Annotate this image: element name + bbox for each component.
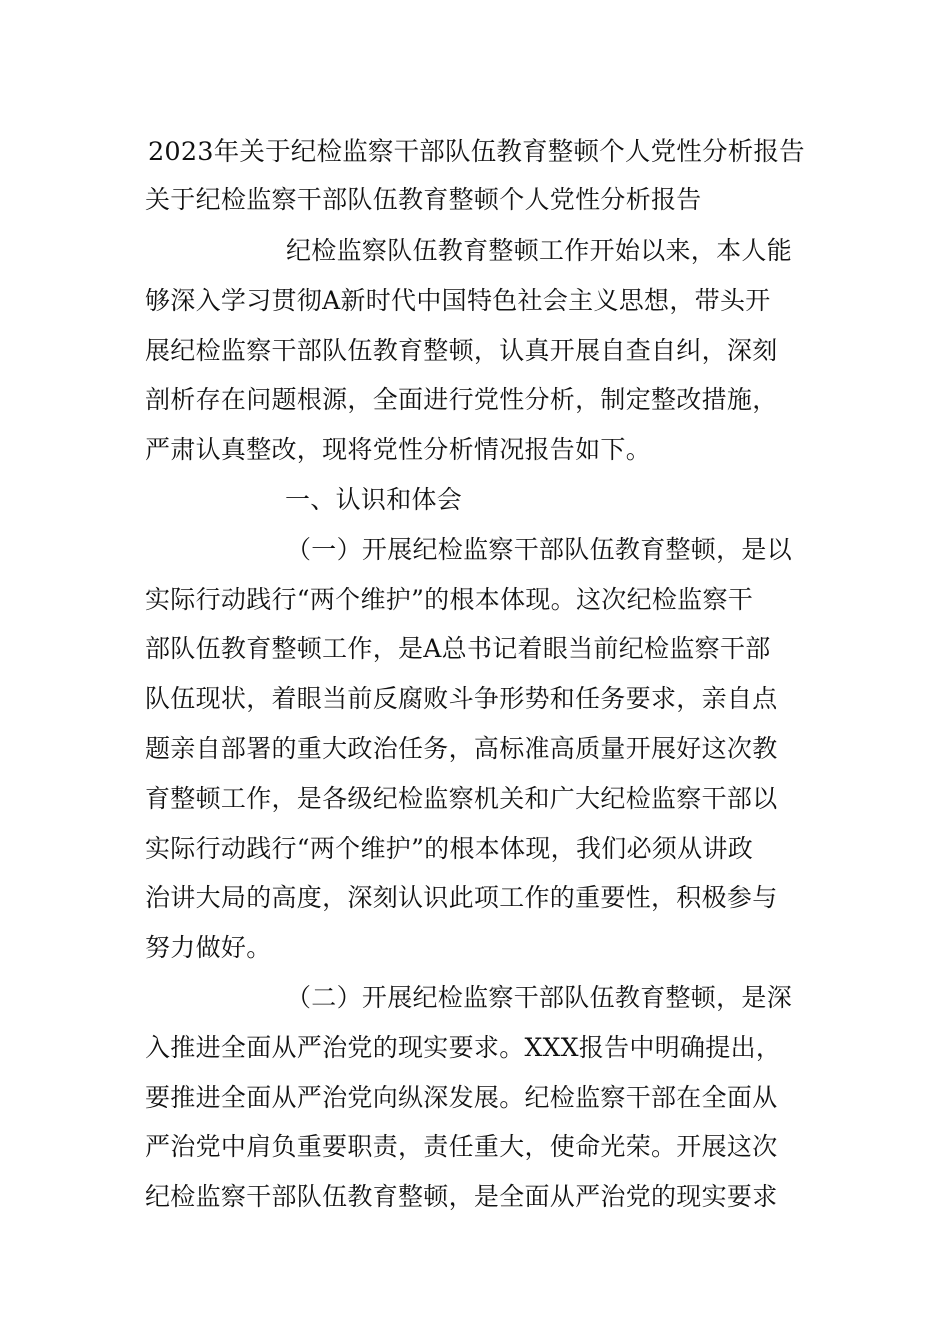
paragraph-line: 队伍现状，着眼当前反腐败斗争形势和任务要求，亲自点 xyxy=(145,684,778,713)
paragraph-line: 剖析存在问题根源，全面进行党性分析，制定整改措施， xyxy=(145,385,778,414)
paragraph-line: 展纪检监察干部队伍教育整顿，认真开展自查自纠，深刻 xyxy=(145,336,778,365)
paragraph-line: 入推进全面从严治党的现实要求。XXX报告中明确提出， xyxy=(145,1033,782,1062)
paragraph-line: 题亲自部署的重大政治任务，高标准高质量开展好这次教 xyxy=(145,734,778,763)
paragraph-line: 纪检监察队伍教育整顿工作开始以来，本人能 xyxy=(286,236,793,265)
paragraph-line: 严肃认真整改，现将党性分析情况报告如下。 xyxy=(145,435,652,464)
section-heading: 一、认识和体会 xyxy=(285,485,463,514)
paragraph-line: 纪检监察干部队伍教育整顿，是全面从严治党的现实要求 xyxy=(145,1182,778,1211)
paragraph-line: 治讲大局的高度，深刻认识此项工作的重要性，积极参与 xyxy=(145,883,778,912)
paragraph-line: 实际行动践行“两个维护”的根本体现，我们必须从讲政 xyxy=(145,834,754,863)
paragraph-line: （一）开展纪检监察干部队伍教育整顿，是以 xyxy=(286,535,793,564)
paragraph-line: 要推进全面从严治党向纵深发展。纪检监察干部在全面从 xyxy=(145,1083,778,1112)
paragraph-line: 实际行动践行“两个维护”的根本体现。这次纪检监察干 xyxy=(145,585,754,614)
paragraph-line: （二）开展纪检监察干部队伍教育整顿，是深 xyxy=(286,983,793,1012)
document-title: 2023年关于纪检监察干部队伍教育整顿个人党性分析报告 xyxy=(148,137,805,167)
paragraph-line: 部队伍教育整顿工作，是A总书记着眼当前纪检监察干部 xyxy=(145,634,771,663)
document-subtitle: 关于纪检监察干部队伍教育整顿个人党性分析报告 xyxy=(145,185,702,214)
paragraph-line: 育整顿工作，是各级纪检监察机关和广大纪检监察干部以 xyxy=(145,784,778,813)
paragraph-line: 严治党中肩负重要职责，责任重大，使命光荣。开展这次 xyxy=(145,1132,778,1161)
paragraph-line: 努力做好。 xyxy=(145,933,272,962)
paragraph-line: 够深入学习贯彻A新时代中国特色社会主义思想，带头开 xyxy=(145,286,771,315)
